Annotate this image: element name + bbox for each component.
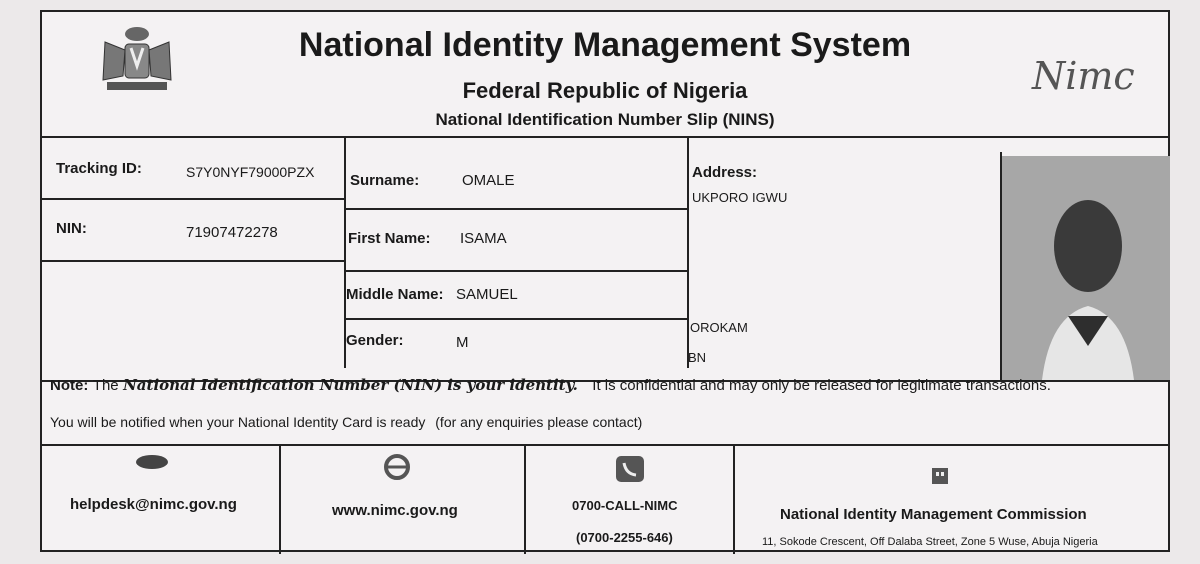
- slip-name: National Identification Number Slip (NINS): [435, 110, 775, 129]
- surname-value: OMALE: [462, 172, 515, 189]
- tracking-id-label: Tracking ID:: [56, 160, 142, 177]
- address-label: Address:: [692, 164, 758, 181]
- middle-name-value: SAMUEL: [456, 286, 518, 303]
- gender-label: Gender:: [346, 332, 404, 349]
- commission-address: 11, Sokode Crescent, Off Dalaba Street, Zone 5 Wuse, Abuja Nigeria: [762, 536, 1098, 548]
- note-line-2: [50, 414, 642, 430]
- email-icon: [134, 452, 170, 477]
- website-link[interactable]: www.nimc.gov.ng: [332, 502, 458, 519]
- phone-number-1[interactable]: 0700-CALL-NIMC: [572, 498, 678, 513]
- commission-name: National Identity Management Commission: [780, 506, 1087, 523]
- phone-number-2[interactable]: (0700-2255-646): [576, 530, 673, 545]
- person-photo: [1002, 156, 1170, 380]
- helpdesk-email[interactable]: helpdesk@nimc.gov.ng: [70, 496, 237, 513]
- note-rest: It is confidential and may only be released for legitimate transactions.: [592, 377, 1051, 394]
- note-line-2-paren: (for any enquiries please contact): [435, 414, 643, 430]
- nin-slip: [40, 10, 1170, 552]
- web-browser-icon: [382, 452, 412, 487]
- page-title: National Identity Management System: [298, 26, 912, 64]
- nimc-logo: Nimc: [1032, 54, 1135, 98]
- address-line-3: BN: [688, 350, 707, 365]
- nin-value: 71907472278: [186, 224, 278, 241]
- note-emphasis: National Identification Number (NIN) is your identity.: [123, 376, 578, 394]
- surname-label: Surname:: [350, 172, 420, 189]
- page-subtitle: Federal Republic of Nigeria: [462, 78, 748, 103]
- tracking-id-value: S7Y0NYF79000PZX: [186, 164, 315, 180]
- note-prefix: Note:: [50, 377, 89, 394]
- nin-label: NIN:: [56, 220, 87, 237]
- middle-name-label: Middle Name:: [346, 286, 444, 303]
- phone-icon: [614, 454, 646, 489]
- address-line-1: UKPORO IGWU: [692, 190, 788, 205]
- note-line-1: [50, 376, 1051, 395]
- building-icon: [930, 464, 950, 491]
- note-line-2-text: You will be notified when your National Identity Card is ready: [50, 414, 426, 430]
- address-line-2: OROKAM: [690, 320, 748, 335]
- gender-value: M: [456, 334, 469, 351]
- note-the: The: [92, 377, 119, 394]
- first-name-value: ISAMA: [460, 230, 507, 247]
- first-name-label: First Name:: [348, 230, 431, 247]
